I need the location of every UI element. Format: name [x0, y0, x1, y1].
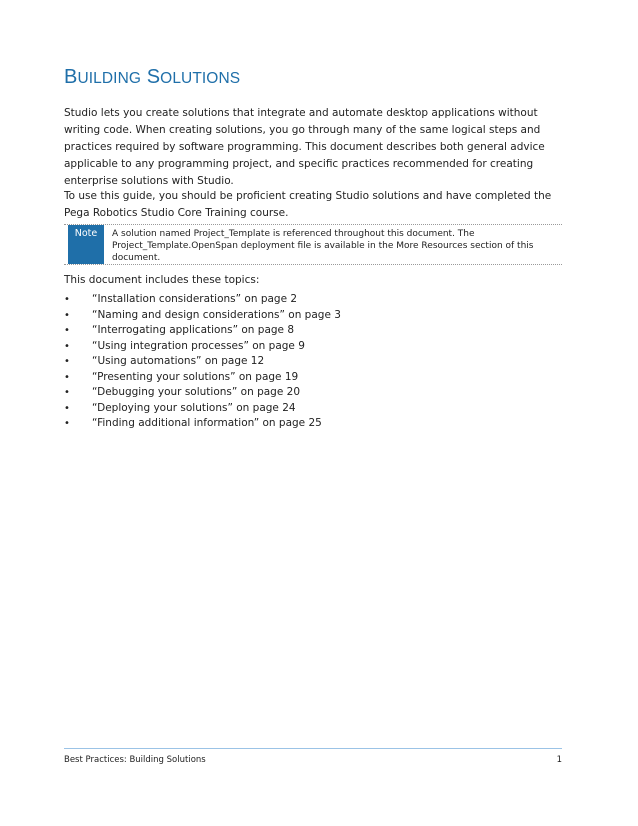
intro-paragraph-2: To use this guide, you should be proficient creating Studio solutions and have completed the Pega Robotics Studio Core Training course.	[64, 190, 552, 219]
bullet-icon: •	[64, 325, 70, 336]
topic-item[interactable]	[64, 416, 341, 432]
title-initial-1: B	[64, 66, 78, 88]
topic-link[interactable]: “Using automations” on page 12	[92, 355, 265, 367]
footer-divider	[64, 748, 562, 749]
bullet-icon: •	[64, 340, 70, 352]
topic-item[interactable]	[64, 292, 341, 308]
bullet-icon: •	[64, 309, 70, 321]
topic-link[interactable]: “Deploying your solutions” on page 24	[92, 401, 296, 414]
topics-intro: This document includes these topics:	[64, 274, 260, 286]
bullet-icon: •	[64, 356, 70, 367]
bullet-icon: •	[64, 387, 70, 398]
bullet-icon: •	[64, 371, 70, 383]
topic-link[interactable]: “Installation considerations” on page 2	[92, 293, 298, 305]
page-number: 1	[556, 755, 562, 765]
topic-link[interactable]: “Finding additional information” on page 25	[92, 417, 322, 429]
note-text: A solution named Project_Template is referenced throughout this document. The Project_Template.OpenSpan deployment file is available in the More Resources section of this document.	[112, 229, 534, 263]
title-initial-2: S	[146, 66, 161, 88]
topic-item[interactable]	[64, 308, 341, 324]
topic-item[interactable]	[64, 401, 341, 417]
topic-item[interactable]	[64, 339, 341, 355]
topic-item[interactable]	[64, 385, 341, 401]
note-label: Note	[68, 225, 104, 264]
footer-title: Best Practices: Building Solutions	[64, 755, 206, 765]
bullet-icon: •	[64, 402, 70, 414]
document-page	[64, 0, 564, 826]
topic-link[interactable]: “Naming and design considerations” on page 3	[92, 308, 341, 321]
topic-item[interactable]	[64, 370, 341, 386]
title-rest-1: UILDING	[77, 70, 142, 87]
topic-link[interactable]: “Using integration processes” on page 9	[92, 339, 305, 352]
topic-link[interactable]: “Presenting your solutions” on page 19	[92, 370, 299, 383]
topics-list	[64, 292, 341, 432]
note-box	[64, 224, 562, 265]
intro-paragraph-1: Studio lets you create solutions that integrate and automate desktop applications without writing code. When creating solutions, you go through many of the same logical steps and practices required by software programming. This document describes both general advice applicable to any programming project, and specific practices recommended for creating enterprise solutions with Studio.	[64, 107, 545, 187]
bullet-icon: •	[64, 418, 70, 429]
title-rest-2: OLUTIONS	[160, 70, 241, 87]
page-title	[64, 66, 240, 89]
topic-link[interactable]: “Debugging your solutions” on page 20	[92, 386, 301, 398]
bullet-icon: •	[64, 294, 70, 305]
topic-item[interactable]	[64, 323, 341, 339]
topic-item[interactable]	[64, 354, 341, 370]
topic-link[interactable]: “Interrogating applications” on page 8	[92, 324, 295, 336]
